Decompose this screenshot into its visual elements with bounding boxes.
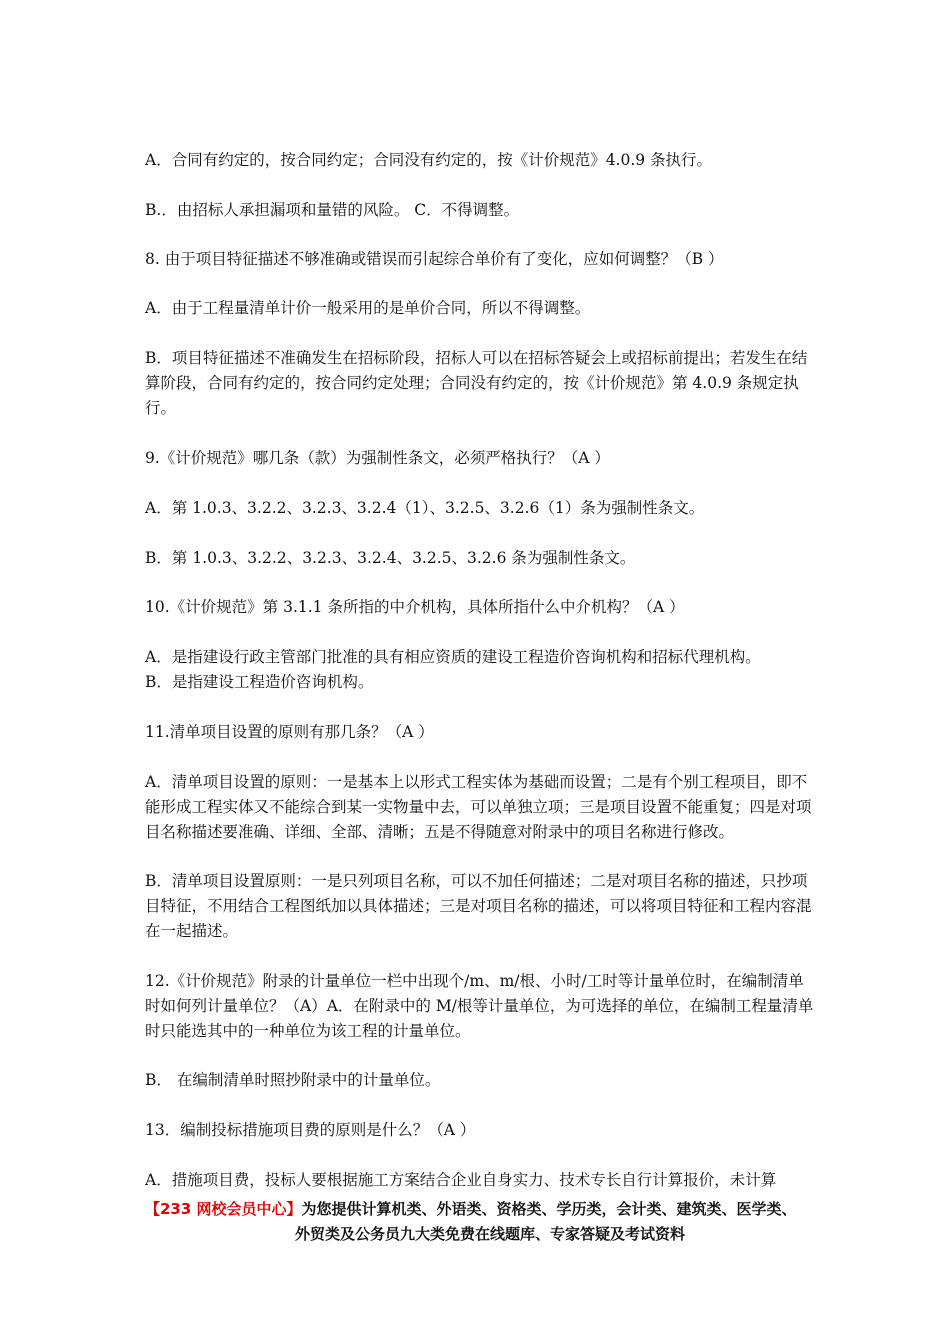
paragraph: 9.《计价规范》哪几条（款）为强制性条文，必须严格执行？（A ）	[145, 449, 610, 467]
footer-banner	[145, 1197, 825, 1247]
paragraph: A．措施项目费，投标人要根据施工方案结合企业自身实力、技术专长自行计算报价，未计算	[145, 1171, 777, 1189]
paragraph: B．清单项目设置原则：一是只列项目名称，可以不加任何描述；二是对项目名称的描述，只抄项目特征，不用结合工程图纸加以具体描述；三是对项目名称的描述，可以将项目特征和工程内容混在一起描述。	[145, 872, 812, 940]
paragraph: 8. 由于项目特征描述不够准确或错误而引起综合单价有了变化，应如何调整？（B ）	[145, 250, 724, 268]
paragraph: B．第 1.0.3、3.2.2、3.2.3、3.2.4、3.2.5、3.2.6 条为强制性条文。	[145, 549, 636, 567]
paragraph: B． 在编制清单时照抄附录中的计量单位。	[145, 1071, 441, 1089]
paragraph: B．项目特征描述不准确发生在招标阶段，招标人可以在招标答疑会上或招标前提出；若发生在结算阶段，合同有约定的，按合同约定处理；合同没有约定的，按《计价规范》第 4.0.9 条规定执行。	[145, 349, 808, 417]
paragraph: 13．编制投标措施项目费的原则是什么？（A ）	[145, 1121, 476, 1139]
paragraph: A．合同有约定的，按合同约定；合同没有约定的，按《计价规范》4.0.9 条执行。	[145, 151, 713, 169]
paragraph: B．是指建设工程造价咨询机构。	[145, 673, 374, 691]
paragraph: B.．由招标人承担漏项和量错的风险。 C．不得调整。	[145, 201, 520, 219]
paragraph: 11.清单项目设置的原则有那几条？（A ）	[145, 723, 434, 741]
footer-line2: 外贸类及公务员九大类免费在线题库、专家答疑及考试资料	[295, 1225, 686, 1243]
paragraph: A．清单项目设置的原则：一是基本上以形式工程实体为基础而设置；二是有个别工程项目，即不能形成工程实体又不能综合到某一实物量中去，可以单独立项；三是项目设置不能重复；四是对项目名称描述要准确、详细、全部、清晰；五是不得随意对附录中的项目名称进行修改。	[145, 773, 812, 841]
paragraph: A．是指建设行政主管部门批准的具有相应资质的建设工程造价咨询机构和招标代理机构。	[145, 648, 761, 666]
footer-line1: 为您提供计算机类、外语类、资格类、学历类，会计类、建筑类、医学类、	[301, 1200, 797, 1218]
paragraph: A．第 1.0.3、3.2.2、3.2.3、3.2.4（1）、3.2.5、3.2.6（1）条为强制性条文。	[145, 499, 705, 517]
paragraph: 12.《计价规范》附录的计量单位一栏中出现个/m、m/根、小时/工时等计量单位时，在编制清单时如何列计量单位？（A）A．在附录中的 M/根等计量单位，为可选择的单位，在编制工程量清单时只能选其中的一种单位为该工程的计量单位。	[145, 972, 814, 1040]
paragraph: A．由于工程量清单计价一般采用的是单价合同，所以不得调整。	[145, 299, 591, 317]
footer-brand: 【233 网校会员中心】	[145, 1200, 302, 1218]
paragraph: 10.《计价规范》第 3.1.1 条所指的中介机构，具体所指什么中介机构？（A ）	[145, 598, 685, 616]
